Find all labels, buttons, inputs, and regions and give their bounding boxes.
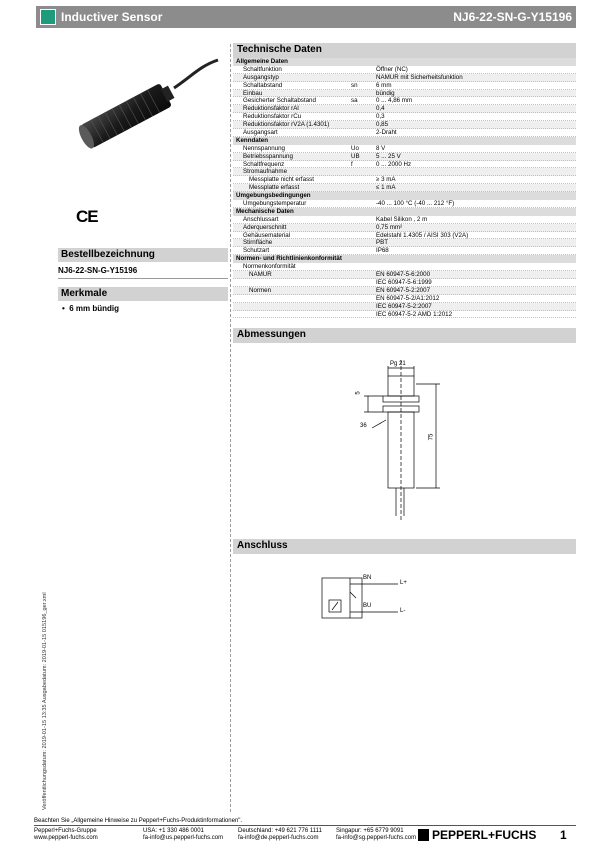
footer-group-name: Pepperl+Fuchs-Gruppe xyxy=(34,828,97,834)
spec-value: 0,3 xyxy=(376,113,385,121)
spec-value: PBT xyxy=(376,239,389,247)
spec-label: Ausgangsart xyxy=(243,129,278,137)
spec-row xyxy=(233,232,576,240)
spec-label: NAMUR xyxy=(249,271,272,279)
order-code-value: NJ6-22-SN-G-Y15196 xyxy=(58,266,138,275)
spec-value: EN 60947-5-6:2000 xyxy=(376,271,431,279)
spec-value: 0 ... 4,86 mm xyxy=(376,97,413,105)
spec-value: ≥ 3 mA xyxy=(376,176,396,184)
model-number: NJ6-22-SN-G-Y15196 xyxy=(453,10,572,24)
footer-web-link[interactable]: www.pepperl-fuchs.com xyxy=(34,835,98,841)
dim-5-label: 5 xyxy=(355,391,362,395)
spec-value: 0 ... 2000 Hz xyxy=(376,160,412,168)
bullet-icon: • xyxy=(62,304,70,313)
spec-section-heading: Mechanische Daten xyxy=(233,208,576,216)
spec-row xyxy=(233,184,576,192)
terminal-lplus-label: L+ xyxy=(400,580,407,586)
spec-label: Reduktionsfaktor rAl xyxy=(243,105,299,113)
spec-row xyxy=(233,161,576,169)
feature-label: 6 mm bündig xyxy=(69,304,120,313)
spec-row xyxy=(233,90,576,98)
spec-value: 0,4 xyxy=(376,105,385,113)
spec-row xyxy=(233,295,576,303)
spec-value: 5 ... 25 V xyxy=(376,152,401,160)
spec-row xyxy=(233,200,576,208)
spec-value: 6 mm xyxy=(376,81,392,89)
spec-row xyxy=(233,279,576,287)
dim-pg-label: Pg 21 xyxy=(390,361,406,367)
spec-value: 0,85 xyxy=(376,121,389,129)
spec-label: Schaltfunktion xyxy=(243,65,282,73)
divider xyxy=(58,278,228,279)
spec-value: 2-Draht xyxy=(376,129,397,137)
spec-row xyxy=(233,129,576,137)
spec-label: Aderquerschnitt xyxy=(243,223,287,231)
spec-row xyxy=(233,105,576,113)
page-number: 1 xyxy=(560,828,567,842)
spec-value: 0,75 mm² xyxy=(376,223,403,231)
spec-row xyxy=(233,66,576,74)
spec-symbol: Uo xyxy=(351,144,359,152)
spec-section-heading: Normen- und Richtlinienkonformität xyxy=(233,255,576,263)
publication-info: Veröffentlichungsdatum: 2019-01-15 13:35 Ausgabedatum: 2019-01-15 015196_ger.xml xyxy=(42,592,48,810)
spec-row xyxy=(233,168,576,176)
feature-item xyxy=(62,304,232,313)
spec-symbol: UB xyxy=(351,152,360,160)
spec-section-heading: Umgebungsbedingungen xyxy=(233,192,576,200)
brand-mark-icon xyxy=(418,829,429,841)
footer-sg-phone: Singapur: +65 6779 9091 xyxy=(336,828,404,834)
wire-bu-label: BU xyxy=(363,603,372,609)
spec-label: Einbau xyxy=(243,89,263,97)
spec-row xyxy=(233,271,576,279)
dim-75-label: 75 xyxy=(428,433,435,441)
title-bar xyxy=(36,6,576,28)
dimension-drawing xyxy=(350,356,450,520)
spec-value: bündig xyxy=(376,89,395,97)
spec-row xyxy=(233,311,576,319)
spec-value: Edelstahl 1.4305 / AISI 303 (V2A) xyxy=(376,231,469,239)
spec-value: NAMUR mit Sicherheitsfunktion xyxy=(376,73,463,81)
spec-label: Umgebungstemperatur xyxy=(243,200,307,208)
spec-row xyxy=(233,97,576,105)
spec-label: Schaltfrequenz xyxy=(243,160,285,168)
spec-row xyxy=(233,176,576,184)
sensor-photo xyxy=(62,56,222,168)
spec-label: Messplatte erfasst xyxy=(249,184,300,192)
spec-symbol: f xyxy=(351,160,353,168)
brand-name: PEPPERL+FUCHS xyxy=(432,828,537,842)
footer-usa-mail[interactable]: fa-info@us.pepperl-fuchs.com xyxy=(143,835,224,841)
spec-row xyxy=(233,121,576,129)
spec-label: Gesicherter Schaltabstand xyxy=(243,97,316,105)
spec-label: Ausgangstyp xyxy=(243,73,279,81)
tech-data-header: Technische Daten xyxy=(233,43,576,58)
spec-label: Stirnfläche xyxy=(243,239,273,247)
spec-label: Reduktionsfaktor rCu xyxy=(243,113,302,121)
footer-de xyxy=(238,828,322,842)
spec-section-heading: Allgemeine Daten xyxy=(233,58,576,66)
wire-bn-label: BN xyxy=(363,575,372,581)
spec-row xyxy=(233,263,576,271)
brand-logo xyxy=(418,828,536,842)
spec-value: ≤ 1 mA xyxy=(376,184,396,192)
spec-row xyxy=(233,287,576,295)
spec-value: IEC 60947-5-2 AMD 1:2012 xyxy=(376,310,453,318)
order-code-header: Bestellbezeichnung xyxy=(58,248,228,262)
terminal-lminus-label: L- xyxy=(400,608,406,614)
spec-symbol: sn xyxy=(351,81,358,89)
column-divider xyxy=(230,44,231,812)
spec-value: EN 60947-5-2:2007 xyxy=(376,286,431,294)
spec-row xyxy=(233,145,576,153)
spec-label: Betriebsspannung xyxy=(243,152,293,160)
footer-de-mail[interactable]: fa-info@de.pepperl-fuchs.com xyxy=(238,835,319,841)
spec-label: Nennspannung xyxy=(243,144,285,152)
spec-value: Öffner (NC) xyxy=(376,65,408,73)
tech-data-table xyxy=(233,58,576,318)
footer-divider xyxy=(34,825,576,826)
spec-value: EN 60947-5-2/A1:2012 xyxy=(376,294,440,302)
spec-row xyxy=(233,303,576,311)
spec-label: Normen xyxy=(249,286,272,294)
spec-label: Anschlussart xyxy=(243,215,279,223)
spec-section-heading: Kenndaten xyxy=(233,137,576,145)
spec-label: Schaltabstand xyxy=(243,81,283,89)
spec-label: Reduktionsfaktor rV2A (1.4301) xyxy=(243,121,330,129)
spec-value: IEC 60947-5-2:2007 xyxy=(376,302,432,310)
spec-row xyxy=(233,239,576,247)
spec-row xyxy=(233,82,576,90)
footer-usa xyxy=(143,828,223,842)
spec-row xyxy=(233,153,576,161)
spec-label: Gehäusematerial xyxy=(243,231,291,239)
footer-de-phone: Deutschland: +49 621 776 1111 xyxy=(238,828,322,834)
dim-36-label: 36 xyxy=(360,423,367,429)
spec-row xyxy=(233,216,576,224)
footer-usa-phone: USA: +1 330 486 0001 xyxy=(143,828,204,834)
spec-label: Stromaufnahme xyxy=(243,168,288,176)
dimensions-header: Abmessungen xyxy=(233,328,576,343)
logo-square-icon xyxy=(40,9,56,25)
page-title: Inductiver Sensor xyxy=(61,10,163,24)
spec-value: Kabel Silikon , 2 m xyxy=(376,215,428,223)
footer-group xyxy=(34,828,98,842)
footer-sg-mail[interactable]: fa-info@sg.pepperl-fuchs.com xyxy=(336,835,417,841)
spec-row xyxy=(233,247,576,255)
spec-label: Normenkonformität xyxy=(243,263,296,271)
spec-row xyxy=(233,224,576,232)
features-header: Merkmale xyxy=(58,287,228,301)
spec-label: Schutzart xyxy=(243,247,270,255)
spec-row xyxy=(233,113,576,121)
spec-value: IEC 60947-5-6:1999 xyxy=(376,278,432,286)
spec-value: -40 ... 100 °C (-40 ... 212 °F) xyxy=(376,200,455,208)
spec-row xyxy=(233,74,576,82)
spec-symbol: sa xyxy=(351,97,358,105)
spec-value: 8 V xyxy=(376,144,386,152)
connection-header: Anschluss xyxy=(233,539,576,554)
spec-value: IP68 xyxy=(376,247,389,255)
spec-label: Messplatte nicht erfasst xyxy=(249,176,314,184)
footer-sg xyxy=(336,828,416,842)
ce-mark: CE xyxy=(76,207,98,226)
footer-note: Beachten Sie „Allgemeine Hinweise zu Pepperl+Fuchs-Produktinformationen". xyxy=(34,818,243,824)
